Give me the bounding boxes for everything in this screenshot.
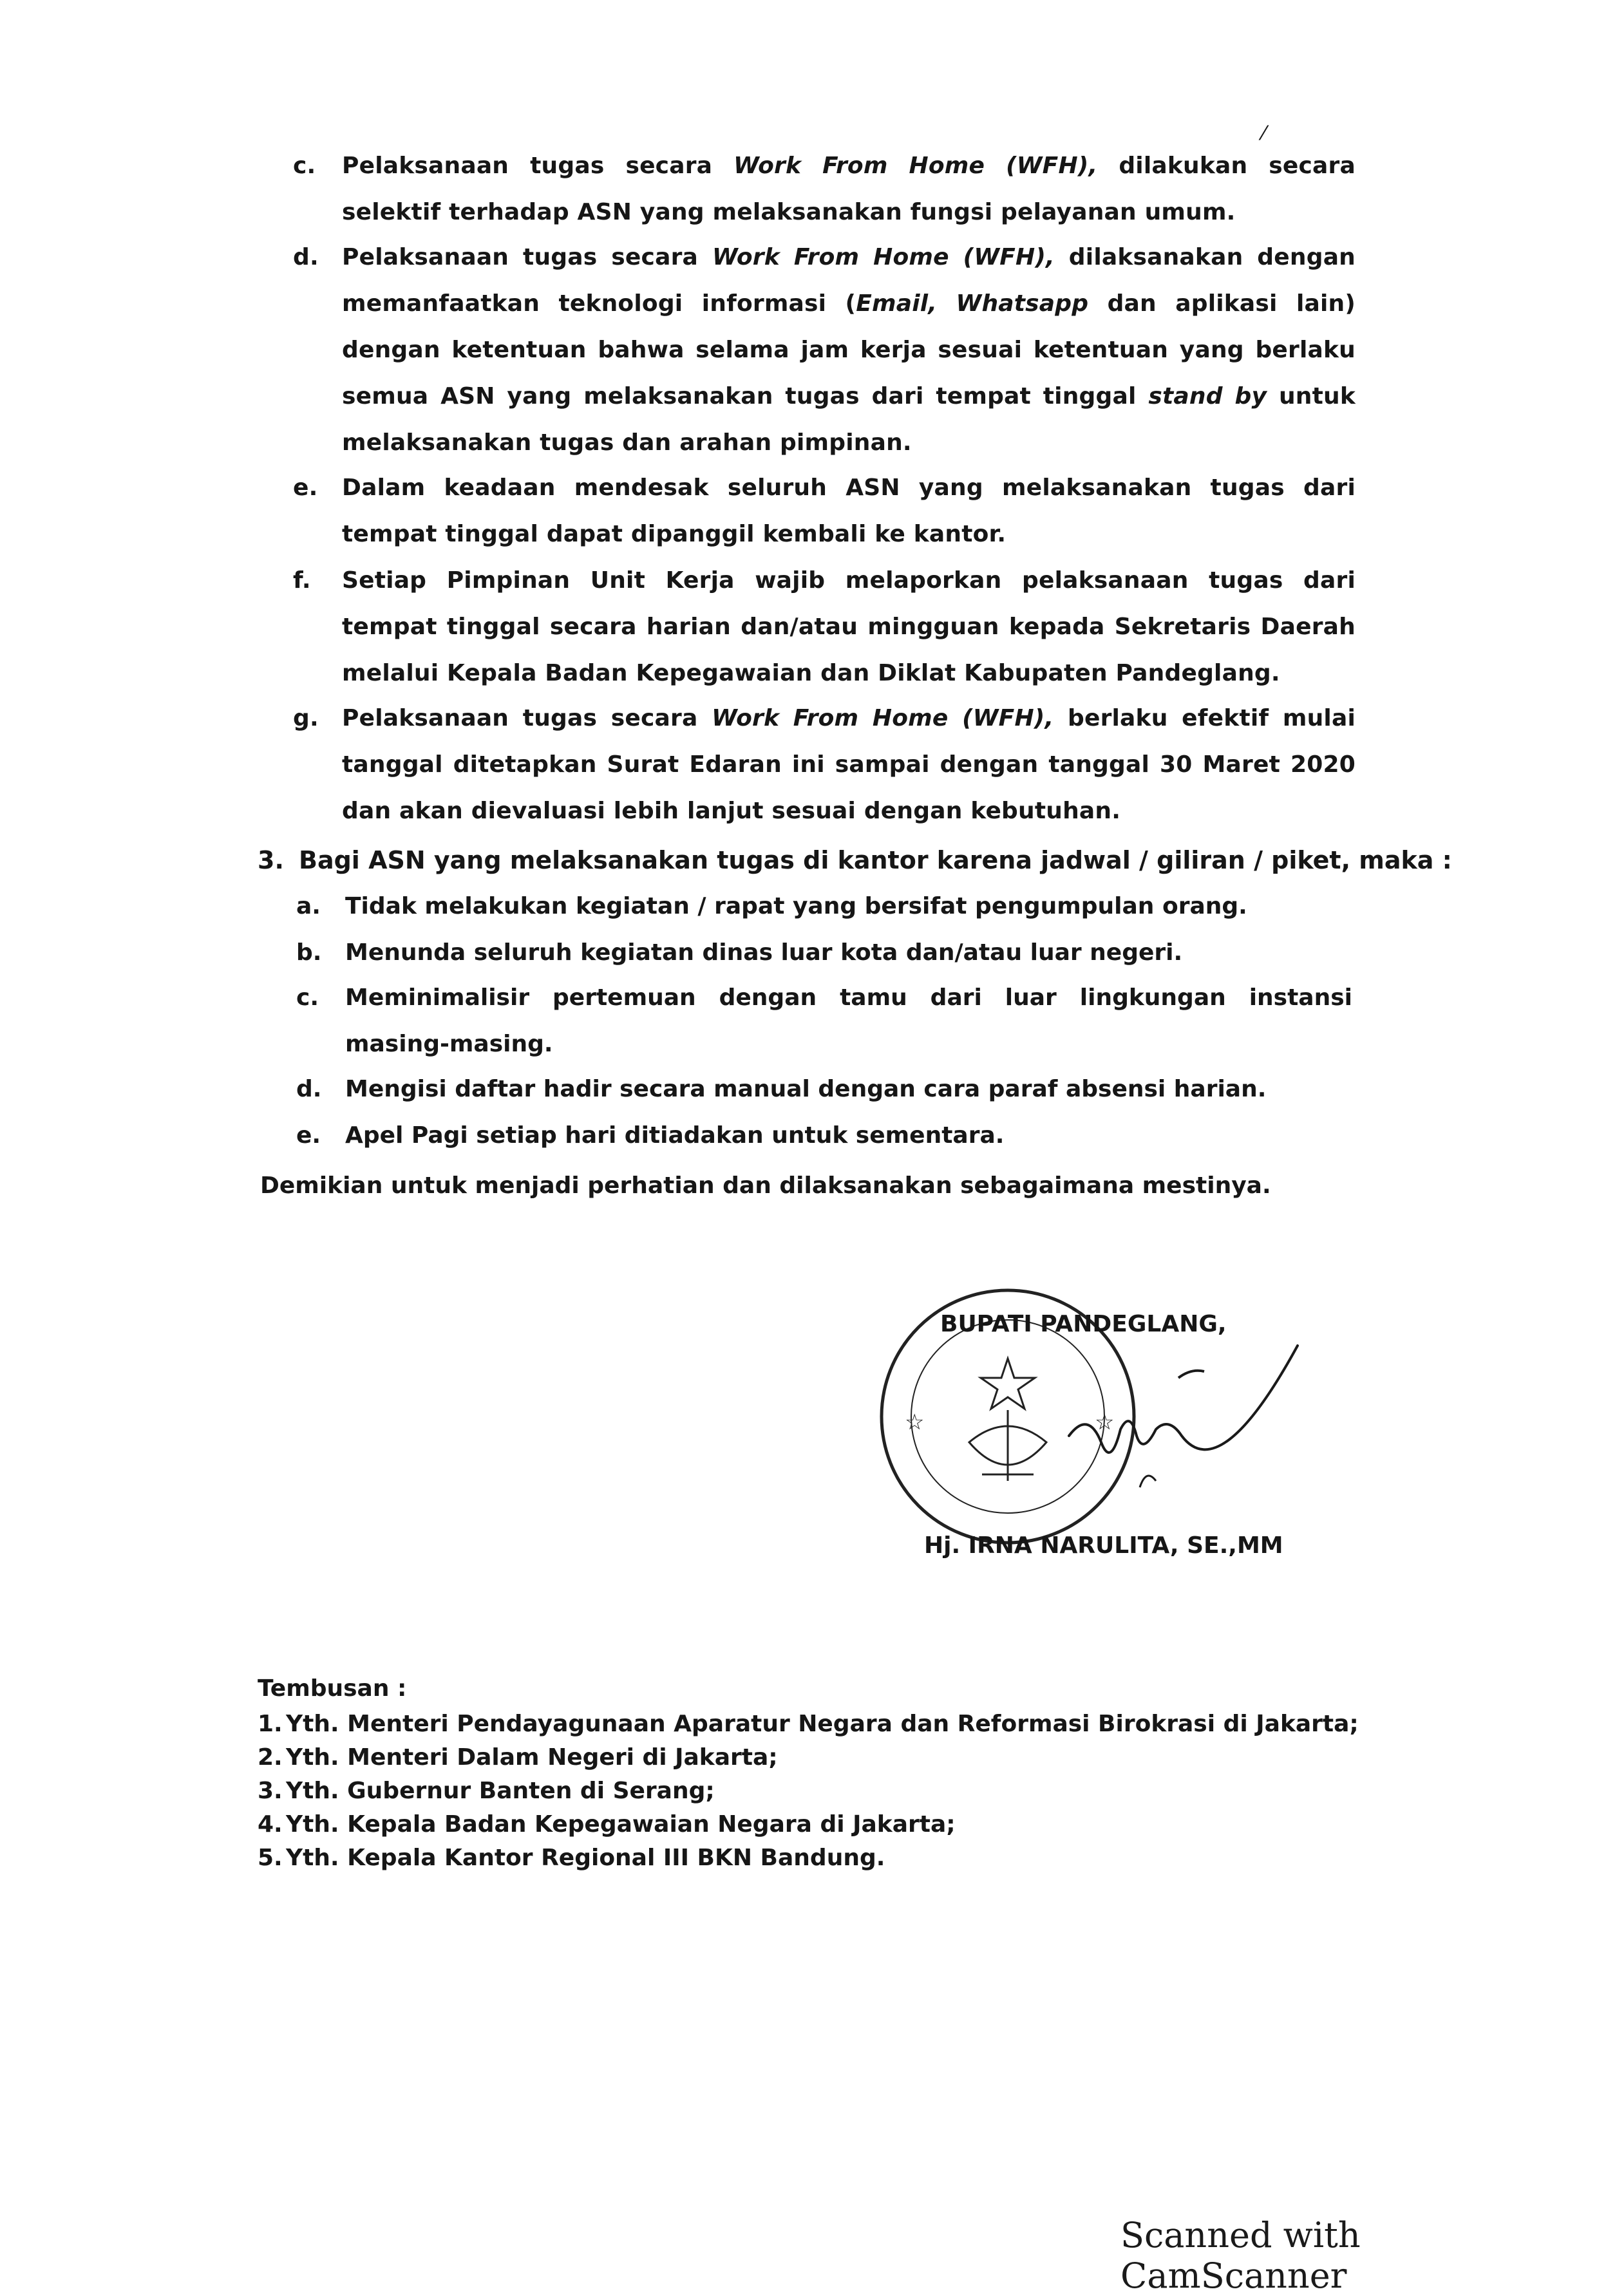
item-marker: f. (293, 567, 311, 594)
item-text: Dalam keadaan mendesak seluruh ASN yang melaksanakan tugas dari tempat tinggal dapat dipanggil kembali ke kantor. (342, 475, 1356, 547)
cc-item: 3. Yth. Gubernur Banten di Serang; (258, 1778, 715, 1804)
signature-icon (1056, 1339, 1327, 1507)
point-3 (258, 837, 1452, 883)
cc-item: 2. Yth. Menteri Dalam Negeri di Jakarta; (258, 1744, 778, 1771)
cc-item: 5. Yth. Kepala Kantor Regional III BKN Bandung. (258, 1845, 885, 1871)
point-3-marker: 3. (258, 846, 284, 874)
item-text: Apel Pagi setiap hari ditiadakan untuk sementara. (345, 1122, 1005, 1149)
list-item (293, 695, 1356, 834)
item-marker: e. (296, 1122, 321, 1149)
signatory-name: Hj. IRNA NARULITA, SE.,MM (924, 1532, 1283, 1559)
cc-list (258, 1708, 1359, 1875)
list-item (296, 1113, 1352, 1159)
point-3-text: Bagi ASN yang melaksanakan tugas di kantor karena jadwal / giliran / piket, maka : (299, 846, 1452, 874)
item-text: Menunda seluruh kegiatan dinas luar kota dan/atau luar negeri. (345, 939, 1183, 966)
list-item (293, 234, 1356, 466)
svg-text:☆: ☆ (905, 1409, 925, 1435)
list-item (296, 975, 1352, 1068)
list-item (296, 883, 1352, 930)
item-marker: d. (293, 244, 319, 270)
cc-item: 4. Yth. Kepala Badan Kepegawaian Negara di Jakarta; (258, 1811, 956, 1838)
item-text: Pelaksanaan tugas secara Work From Home (WFH), dilakukan secara selektif terhadap ASN yang melaksanakan fungsi pelayanan umum. (342, 153, 1356, 225)
list-item (293, 558, 1356, 697)
list-item (296, 1066, 1352, 1113)
signatory-title: BUPATI PANDEGLANG, (940, 1311, 1227, 1337)
scanner-watermark: Scanned with CamScanner (1120, 2215, 1361, 2296)
item-text: Mengisi daftar hadir secara manual dengan cara paraf absensi harian. (345, 1076, 1267, 1102)
list-item (293, 143, 1356, 236)
item-marker: c. (296, 984, 319, 1011)
item-marker: e. (293, 475, 318, 501)
svg-text:☆: ☆ (1095, 1409, 1115, 1435)
item-marker: b. (296, 939, 322, 966)
item-text: Pelaksanaan tugas secara Work From Home (WFH), dilaksanakan dengan memanfaatkan teknologi informasi (Email, Whatsapp dan aplikasi lain) dengan ketentuan bahwa selama jam kerja sesuai ketentuan yang berlaku semua ASN yang melaksanakan tugas dari tempat tinggal stand by untuk melaksanakan tugas dan arahan pimpinan. (342, 244, 1356, 456)
item-marker: c. (293, 153, 316, 179)
list-item (293, 465, 1356, 558)
item-text: Tidak melakukan kegiatan / rapat yang bersifat pengumpulan orang. (345, 893, 1247, 919)
item-text: Setiap Pimpinan Unit Kerja wajib melaporkan pelaksanaan tugas dari tempat tinggal secara harian dan/atau mingguan kepada Sekretaris Daerah melalui Kepala Badan Kepegawaian dan Diklat Kabupaten Pandeglang. (342, 567, 1356, 686)
pen-mark-icon: ⁄ (1262, 122, 1266, 145)
closing-statement: Demikian untuk menjadi perhatian dan dilaksanakan sebagaimana mestinya. (260, 1172, 1271, 1199)
item-marker: a. (296, 893, 321, 919)
item-marker: d. (296, 1076, 322, 1102)
list-item (296, 930, 1352, 976)
cc-item: 1. Yth. Menteri Pendayagunaan Aparatur Negara dan Reformasi Birokrasi di Jakarta; (258, 1711, 1359, 1737)
item-text: Meminimalisir pertemuan dengan tamu dari luar lingkungan instansi masing-masing. (345, 984, 1352, 1057)
item-text: Pelaksanaan tugas secara Work From Home (WFH), berlaku efektif mulai tanggal ditetapkan Surat Edaran ini sampai dengan tanggal 30 Maret 2020 dan akan dievaluasi lebih lanjut sesuai dengan kebutuhan. (342, 705, 1356, 824)
cc-heading: Tembusan : (258, 1675, 407, 1702)
item-marker: g. (293, 705, 319, 731)
